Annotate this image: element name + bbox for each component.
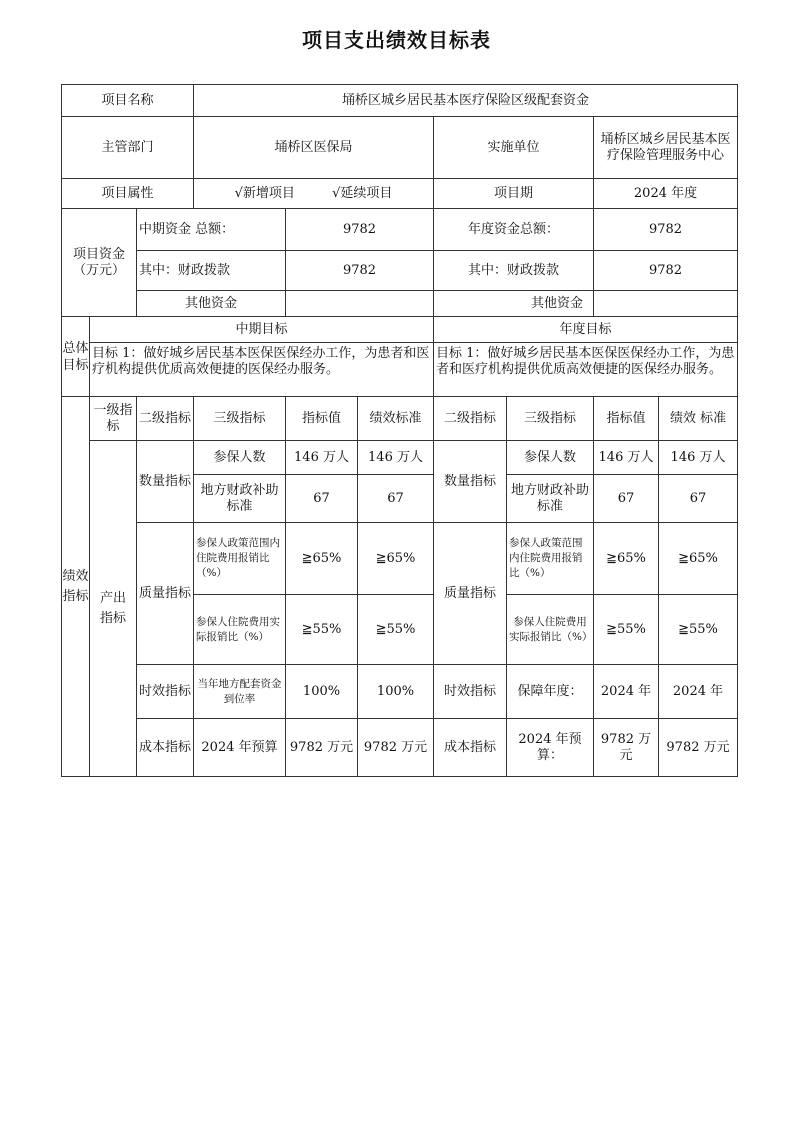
quality-label-b: 质量指标: [434, 523, 507, 665]
year-other-value: [594, 291, 738, 317]
quantity-row-1-standard-b: 146 万人: [659, 441, 738, 475]
project-name-label: 项目名称: [62, 85, 194, 117]
quantity-row-1-value: 146 万人: [286, 441, 358, 475]
quality-label: 质量指标: [137, 523, 194, 665]
quality-row-1-name: 参保人政策范围内住院费用报销比（%）: [194, 523, 286, 595]
table-row: [62, 343, 738, 397]
table-row: [62, 291, 738, 317]
mid-goal-header: 中期目标: [90, 317, 434, 343]
quality-row-2-value-b: ≧55%: [594, 595, 659, 665]
table-row: [62, 397, 738, 441]
performance-table: [61, 84, 738, 777]
timeliness-value: 100%: [286, 665, 358, 719]
timeliness-name-b: 保障年度：: [507, 665, 594, 719]
value-header: 指标值: [286, 397, 358, 441]
standard-header-b: 绩效 标准: [659, 397, 738, 441]
cost-label-b: 成本指标: [434, 719, 507, 777]
mid-fiscal-value: 9782: [286, 251, 434, 291]
table-row: [62, 209, 738, 251]
quantity-row-2-standard-b: 67: [659, 475, 738, 523]
table-row: [62, 719, 738, 777]
year-other-label: 其他资金: [434, 291, 594, 317]
table-row: [62, 179, 738, 209]
level2-header: 二级指标: [137, 397, 194, 441]
cost-name-b: 2024 年预算：: [507, 719, 594, 777]
quantity-row-2-standard: 67: [358, 475, 434, 523]
table-row: [62, 251, 738, 291]
level1-header: 一级指标: [90, 397, 137, 441]
mid-total-label: 中期资金 总额：: [137, 209, 286, 251]
value-header-b: 指标值: [594, 397, 659, 441]
mid-other-label: 其他资金: [137, 291, 286, 317]
quality-row-1-standard: ≧65%: [358, 523, 434, 595]
mid-fiscal-label: 其中：财政拨款: [137, 251, 286, 291]
cost-standard: 9782 万元: [358, 719, 434, 777]
quality-row-1-value: ≧65%: [286, 523, 358, 595]
timeliness-value-b: 2024 年: [594, 665, 659, 719]
cost-label: 成本指标: [137, 719, 194, 777]
quantity-label-b: 数量指标: [434, 441, 507, 523]
year-total-label: 年度资金总额：: [434, 209, 594, 251]
goals-label: 总体目标: [62, 317, 90, 397]
timeliness-label-b: 时效指标: [434, 665, 507, 719]
year-fiscal-value: 9782: [594, 251, 738, 291]
year-fiscal-label: 其中：财政拨款: [434, 251, 594, 291]
quantity-row-1-name-b: 参保人数: [507, 441, 594, 475]
funds-label: 项目资金（万元）: [62, 209, 137, 317]
timeliness-standard-b: 2024 年: [659, 665, 738, 719]
year-goal-header: 年度目标: [434, 317, 738, 343]
year-total-value: 9782: [594, 209, 738, 251]
table-row: [62, 441, 738, 475]
quality-row-2-value: ≧55%: [286, 595, 358, 665]
unit-label: 实施单位: [434, 117, 594, 179]
cost-value-b: 9782 万元: [594, 719, 659, 777]
level2-header-b: 二级指标: [434, 397, 507, 441]
cost-value: 9782 万元: [286, 719, 358, 777]
mid-other-value: [286, 291, 434, 317]
project-name-value: 埇桥区城乡居民基本医疗保险区级配套资金: [194, 85, 738, 117]
timeliness-standard: 100%: [358, 665, 434, 719]
level3-header: 三级指标: [194, 397, 286, 441]
period-label: 项目期: [434, 179, 594, 209]
quality-row-1-name-b: 参保人政策范围内住院费用报销比（%）: [507, 523, 594, 595]
dept-label: 主管部门: [62, 117, 194, 179]
quantity-label: 数量指标: [137, 441, 194, 523]
attr-continued: √延续项目: [332, 185, 393, 201]
quality-row-2-name-b: 参保人住院费用实际报销比（%）: [507, 595, 594, 665]
quantity-row-1-name: 参保人数: [194, 441, 286, 475]
quality-row-1-value-b: ≧65%: [594, 523, 659, 595]
quantity-row-2-value-b: 67: [594, 475, 659, 523]
table-row: [62, 523, 738, 595]
quantity-row-1-standard: 146 万人: [358, 441, 434, 475]
unit-value: 埇桥区城乡居民基本医疗保险管理服务中心: [594, 117, 738, 179]
timeliness-name: 当年地方配套资金到位率: [194, 665, 286, 719]
timeliness-label: 时效指标: [137, 665, 194, 719]
mid-total-value: 9782: [286, 209, 434, 251]
table-row: [62, 117, 738, 179]
table-row: [62, 317, 738, 343]
quantity-row-1-value-b: 146 万人: [594, 441, 659, 475]
attr-label: 项目属性: [62, 179, 194, 209]
quantity-row-2-name-b: 地方财政补助标准: [507, 475, 594, 523]
quantity-row-2-name: 地方财政补助标准: [194, 475, 286, 523]
quality-row-2-name: 参保人住院费用实际报销比（%）: [194, 595, 286, 665]
table-row: [62, 85, 738, 117]
standard-header: 绩效标准: [358, 397, 434, 441]
mid-goal-text: 目标 1：做好城乡居民基本医保医保经办工作，为患者和医疗机构提供优质高效便捷的医保经办服务。: [90, 343, 434, 397]
year-goal-text: 目标 1：做好城乡居民基本医保医保经办工作，为患者和医疗机构提供优质高效便捷的医保经办服务。: [434, 343, 738, 397]
cost-name: 2024 年预算: [194, 719, 286, 777]
dept-value: 埇桥区医保局: [194, 117, 434, 179]
quality-row-2-standard-b: ≧55%: [659, 595, 738, 665]
quantity-row-2-value: 67: [286, 475, 358, 523]
table-row: [62, 665, 738, 719]
period-value: 2024 年度: [594, 179, 738, 209]
attr-value: [194, 179, 434, 209]
page-title: 项目支出绩效目标表: [302, 28, 491, 52]
attr-new: √新增项目: [234, 185, 295, 201]
indicators-label: 绩效指标: [62, 397, 90, 777]
quality-row-1-standard-b: ≧65%: [659, 523, 738, 595]
level3-header-b: 三级指标: [507, 397, 594, 441]
cost-standard-b: 9782 万元: [659, 719, 738, 777]
output-label: 产出指标: [90, 441, 137, 777]
quality-row-2-standard: ≧55%: [358, 595, 434, 665]
